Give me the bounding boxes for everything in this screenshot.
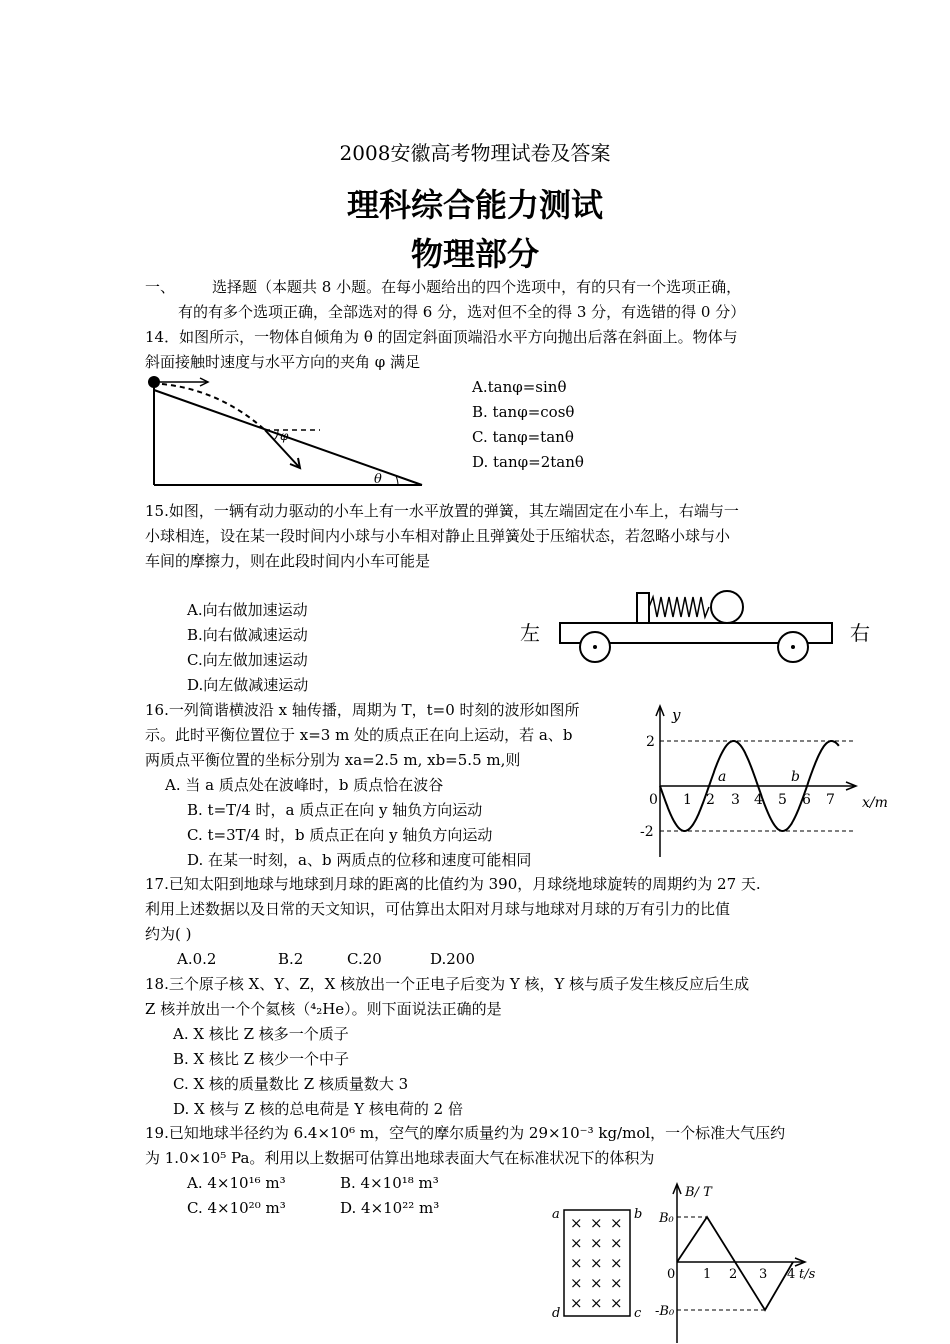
q19-field-cross: ×	[610, 1234, 623, 1252]
q14-option-c: C. tanφ=tanθ	[472, 428, 574, 446]
q19-option-b: B. 4×10¹⁸ m³	[340, 1174, 439, 1192]
q16-point-a: a	[718, 769, 727, 785]
q16-option-b: B. t=T/4 时，a 质点正在向 y 轴负方向运动	[187, 801, 483, 819]
q16-tick-5: 5	[778, 792, 787, 808]
q14-option-b: B. tanφ=cosθ	[472, 403, 575, 421]
q15-option-a: A.向右做加速运动	[187, 601, 308, 619]
q19-b0-label: B₀	[659, 1211, 674, 1226]
q19-field-cross: ×	[590, 1214, 603, 1232]
q14-option-d: D. tanφ=2tanθ	[472, 453, 584, 471]
q15-line-1: 15.如图，一辆有动力驱动的小车上有一水平放置的弹簧，其左端固定在小车上，右端与一	[145, 502, 739, 520]
intro-number: 一、	[145, 278, 176, 296]
q18-option-b: B. X 核比 Z 核少一个中子	[173, 1050, 349, 1068]
q19-option-c: C. 4×10²⁰ m³	[187, 1199, 286, 1217]
q17-option-a: A.0.2	[177, 950, 217, 968]
q19-field-cross: ×	[570, 1294, 583, 1312]
q19-field-cross: ×	[590, 1254, 603, 1272]
q19-field-cross: ×	[590, 1234, 603, 1252]
q19-corner-d: d	[552, 1306, 561, 1321]
q19-field-cross: ×	[570, 1214, 583, 1232]
q15-left-label: 左	[520, 621, 540, 645]
q16-tick-0: 0	[649, 792, 658, 808]
q16-x-label: x/m	[862, 795, 888, 811]
q19-corner-a: a	[552, 1207, 560, 1222]
q14-incline-figure	[140, 372, 430, 492]
q19-corner-b: b	[634, 1207, 643, 1222]
q19-line-1: 19.已知地球半径约为 6.4×10⁶ m，空气的摩尔质量约为 29×10⁻³ kg/mol，一个标准大气压约	[145, 1124, 786, 1142]
q19-magnetic-field-figure	[548, 1202, 648, 1322]
q17-line-1: 17.已知太阳到地球与地球到月球的距离的比值约为 390，月球绕地球旋转的周期约为 27 天.	[145, 875, 761, 893]
q15-cart-figure	[515, 585, 880, 670]
q19-field-cross: ×	[610, 1214, 623, 1232]
q19-option-a: A. 4×10¹⁶ m³	[187, 1174, 286, 1192]
q19-tick-3: 3	[759, 1267, 768, 1282]
q19-option-d: D. 4×10²² m³	[340, 1199, 440, 1217]
q19-field-cross: ×	[570, 1274, 583, 1292]
q16-option-d: D. 在某一时刻，a、b 两质点的位移和速度可能相同	[187, 851, 532, 869]
q19-tick-0: 0	[667, 1267, 676, 1282]
q16-line-2: 示。此时平衡位置位于 x=3 m 处的质点正在向上运动，若 a、b	[145, 726, 573, 744]
q16-tick-2: 2	[706, 792, 715, 808]
q19-tick-1: 1	[703, 1267, 712, 1282]
q19-axis-x-label: t/s	[799, 1267, 816, 1282]
q19-bt-graph	[655, 1180, 825, 1344]
q19-field-cross: ×	[590, 1294, 603, 1312]
q15-option-b: B.向右做减速运动	[187, 626, 308, 644]
q14-line-2: 斜面接触时速度与水平方向的夹角 φ 满足	[145, 353, 421, 371]
q16-tick-7: 7	[826, 792, 835, 808]
q19-field-cross: ×	[590, 1274, 603, 1292]
q16-tick-4: 4	[754, 792, 763, 808]
q17-line-3: 约为( )	[145, 925, 192, 943]
q17-option-b: B.2	[278, 950, 304, 968]
q19-neg-b0-label: -B₀	[655, 1304, 675, 1319]
q14-option-a: A.tanφ=sinθ	[472, 378, 567, 396]
q17-option-c: C.20	[347, 950, 382, 968]
q16-tick-6: 6	[802, 792, 811, 808]
q19-corner-c: c	[634, 1306, 642, 1321]
q16-point-b: b	[791, 769, 800, 785]
q17-line-2: 利用上述数据以及日常的天文知识，可估算出太阳对月球与地球对月球的万有引力的比值	[145, 900, 731, 918]
q16-line-1: 16.一列简谐横波沿 x 轴传播，周期为 T，t=0 时刻的波形如图所	[145, 701, 580, 719]
q16-y-label: y	[672, 706, 681, 724]
section-title: 物理部分	[410, 235, 539, 273]
q14-theta-label: θ	[374, 472, 382, 487]
intro-line-1: 选择题（本题共 8 小题。在每小题给出的四个选项中，有的只有一个选项正确，	[212, 278, 742, 296]
q19-field-cross: ×	[610, 1294, 623, 1312]
q16-option-a: A. 当 a 质点处在波峰时，b 质点恰在波谷	[165, 776, 444, 794]
q19-axis-y-label: B/ T	[685, 1185, 712, 1200]
q15-option-d: D.向左做减速运动	[187, 676, 309, 694]
q15-right-label: 右	[850, 621, 870, 645]
q19-line-2: 为 1.0×10⁵ Pa。利用以上数据可估算出地球表面大气在标准状况下的体积为	[145, 1149, 655, 1167]
q14-line-1: 14．如图所示，一物体自倾角为 θ 的固定斜面顶端沿水平方向抛出后落在斜面上。物体与	[145, 328, 738, 346]
q18-option-d: D. X 核与 Z 核的总电荷是 Y 核电荷的 2 倍	[173, 1100, 463, 1118]
q18-option-c: C. X 核的质量数比 Z 核质量数大 3	[173, 1075, 409, 1093]
intro-line-2: 有的有多个选项正确，全部选对的得 6 分，选对但不全的得 3 分，有选错的得 0 分）	[178, 303, 746, 321]
q18-line-2: Z 核并放出一个个氦核（⁴₂He）。则下面说法正确的是	[145, 1000, 502, 1018]
document-title: 2008安徽高考物理试卷及答案	[339, 141, 611, 165]
q19-field-cross: ×	[570, 1254, 583, 1272]
q15-line-3: 车间的摩擦力，则在此段时间内小车可能是	[145, 552, 431, 570]
q18-option-a: A. X 核比 Z 核多一个质子	[173, 1025, 349, 1043]
q14-phi-label: φ	[280, 429, 289, 443]
q16-wave-figure	[630, 700, 895, 860]
q18-line-1: 18.三个原子核 X、Y、Z，X 核放出一个正电子后变为 Y 核，Y 核与质子发生核反应后生成	[145, 975, 750, 993]
q19-field-cross: ×	[570, 1234, 583, 1252]
q19-field-cross: ×	[610, 1254, 623, 1272]
q16-tick-3: 3	[731, 792, 740, 808]
q16-line-3: 两质点平衡位置的坐标分别为 xa=2.5 m, xb=5.5 m,则	[145, 751, 521, 769]
q16-top-label: 2	[646, 734, 655, 750]
q16-tick-1: 1	[683, 792, 692, 808]
q15-line-2: 小球相连，设在某一段时间内小球与小车相对静止且弹簧处于压缩状态，若忽略小球与小	[145, 527, 731, 545]
q19-tick-2: 2	[729, 1267, 738, 1282]
exam-subtitle: 理科综合能力测试	[346, 186, 603, 224]
q15-option-c: C.向左做加速运动	[187, 651, 308, 669]
q16-option-c: C. t=3T/4 时，b 质点正在向 y 轴负方向运动	[187, 826, 493, 844]
q19-field-cross: ×	[610, 1274, 623, 1292]
q17-option-d: D.200	[430, 950, 475, 968]
q16-bottom-label: -2	[640, 824, 654, 840]
q19-tick-4: 4	[787, 1267, 796, 1282]
